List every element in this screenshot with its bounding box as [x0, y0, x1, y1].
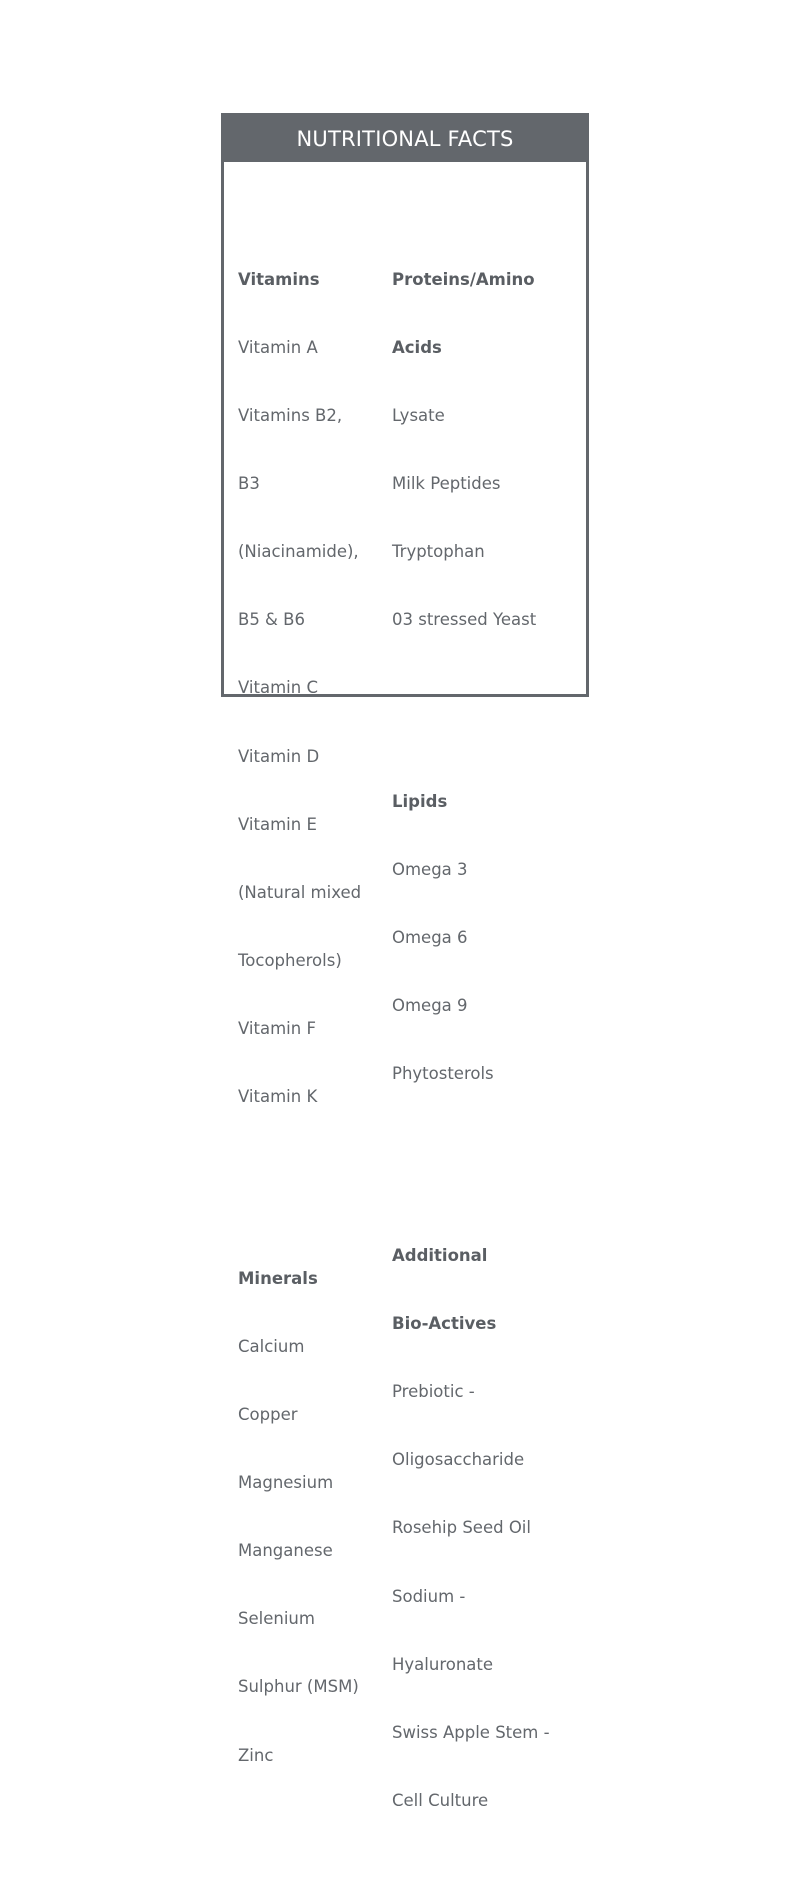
section-heading-vitamins: Vitamins — [238, 269, 320, 289]
list-item: Zinc — [238, 1745, 274, 1765]
lipids-section — [392, 746, 550, 1132]
list-item: Swiss Apple Stem - — [392, 1722, 550, 1742]
list-item: Cell Culture — [392, 1790, 489, 1810]
list-item: Oligosaccharide — [392, 1450, 525, 1470]
vitamins-section — [238, 223, 361, 1154]
panel-title: NUTRITIONAL FACTS — [224, 116, 586, 162]
left-column — [238, 178, 361, 1858]
list-item: Vitamin E — [238, 814, 317, 834]
list-item: Omega 9 — [392, 996, 468, 1016]
list-item: Rosehip Seed Oil — [392, 1518, 531, 1538]
section-heading-bioactives: Bio-Actives — [392, 1314, 497, 1334]
list-item: Vitamin D — [238, 746, 320, 766]
list-item: Tryptophan — [392, 542, 485, 562]
nutritional-facts-panel — [221, 113, 589, 1810]
list-item: Vitamin C — [238, 678, 318, 698]
list-item: Vitamin K — [238, 1087, 318, 1107]
list-item: Omega 6 — [392, 928, 468, 948]
list-item: Selenium — [238, 1609, 315, 1629]
right-column — [392, 178, 550, 1903]
list-item: Phytosterols — [392, 1064, 494, 1084]
list-item: Tocopherols) — [238, 950, 342, 970]
list-item: (Natural mixed — [238, 882, 362, 902]
list-item: Vitamin A — [238, 337, 318, 357]
list-item: Magnesium — [238, 1473, 334, 1493]
list-item: Hyaluronate — [392, 1654, 494, 1674]
list-item: Vitamins B2, — [238, 406, 343, 426]
list-item: 03 stressed Yeast — [392, 610, 537, 630]
bioactives-section — [392, 1200, 550, 1858]
list-item: Sulphur (MSM) — [238, 1677, 359, 1697]
list-item: Calcium — [238, 1336, 305, 1356]
list-item: Prebiotic - — [392, 1382, 475, 1402]
proteins-section — [392, 223, 550, 677]
list-item: B5 & B6 — [238, 610, 305, 630]
list-item: Omega 3 — [392, 860, 468, 880]
list-item: Lysate — [392, 406, 445, 426]
section-heading-minerals: Minerals — [238, 1268, 318, 1288]
list-item: Sodium - — [392, 1586, 466, 1606]
section-heading-bioactives: Additional — [392, 1246, 488, 1266]
list-item: Vitamin F — [238, 1019, 316, 1039]
section-heading-lipids: Lipids — [392, 791, 448, 811]
minerals-section — [238, 1222, 361, 1812]
list-item: B3 — [238, 474, 260, 494]
list-item: (Niacinamide), — [238, 542, 359, 562]
section-heading-proteins: Proteins/Amino — [392, 269, 535, 289]
list-item: Milk Peptides — [392, 474, 501, 494]
list-item: Copper — [238, 1404, 298, 1424]
section-heading-proteins: Acids — [392, 337, 442, 357]
list-item: Manganese — [238, 1541, 333, 1561]
